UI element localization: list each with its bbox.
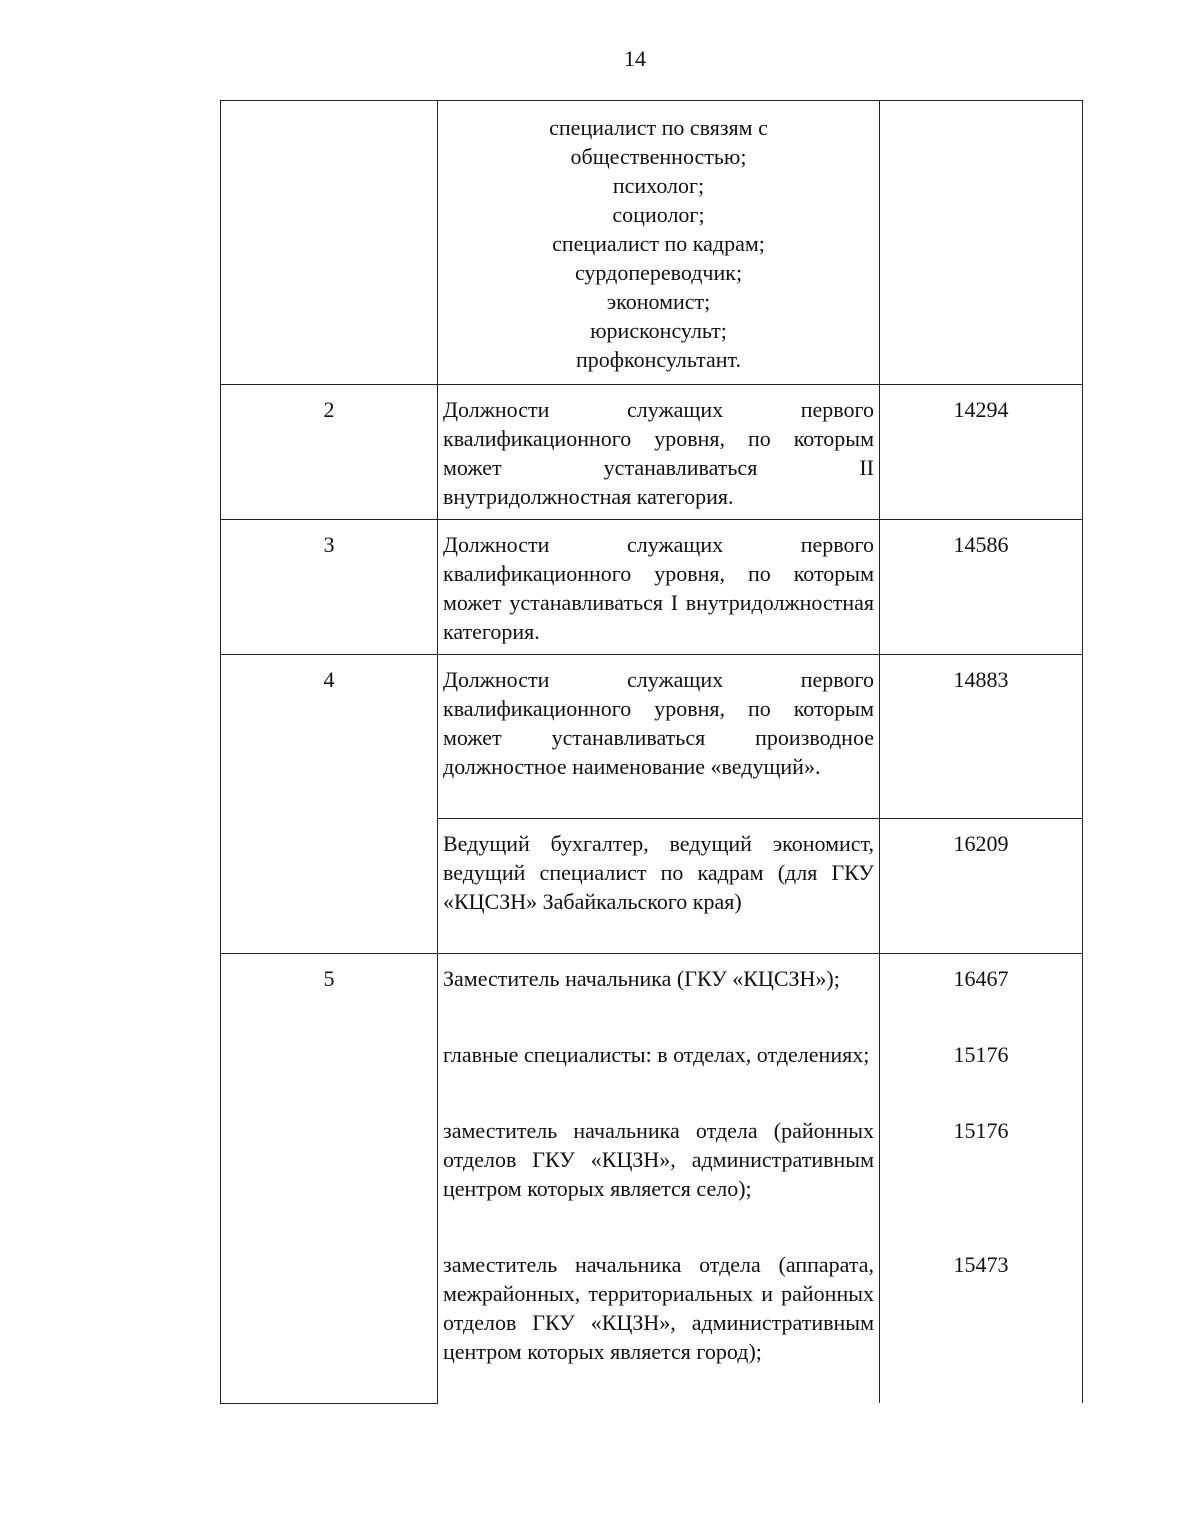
position-description: заместитель начальника отдела (аппарата, межрайонных, территориальных и районных отделов ГКУ «КЦЗН», административным центром которых является город); [443, 1252, 874, 1364]
position-item: общественностью; [570, 144, 747, 169]
position-item: социолог; [612, 202, 705, 227]
position-item: специалист по связям с [549, 115, 768, 140]
position-item: психолог; [612, 173, 705, 198]
salary-value: 14294 [880, 385, 1083, 520]
position-description: Заместитель начальника (ГКУ «КЦСЗН»); [443, 966, 840, 991]
number-cell [221, 101, 438, 385]
salary-value: 14586 [880, 520, 1083, 655]
table-row [221, 101, 1083, 385]
salary-cell [880, 101, 1083, 385]
position-description-group [438, 954, 880, 1404]
table-row [221, 655, 1083, 819]
salary-value: 14883 [880, 655, 1083, 819]
row-number: 5 [221, 954, 438, 1404]
position-description: Ведущий бухгалтер, ведущий экономист, ведущий специалист по кадрам (для ГКУ «КЦСЗН» Забайкальского края) [438, 819, 880, 954]
position-item: профконсультант. [576, 347, 741, 372]
position-description: заместитель начальника отдела (районных отделов ГКУ «КЦЗН», административным центром которых является село); [443, 1118, 874, 1201]
position-description: Должности служащих первого квалификационного уровня, по которым может устанавливаться производное должностное наименование «ведущий». [438, 655, 880, 819]
table-row [221, 954, 1083, 1404]
positions-list-cell [438, 101, 880, 385]
row-number: 3 [221, 520, 438, 655]
position-description: Должности служащих первого квалификационного уровня, по которым может устанавливаться I внутридолжностная категория. [438, 520, 880, 655]
salary-value: 15176 [953, 1042, 1009, 1067]
salary-value: 15473 [953, 1252, 1009, 1277]
position-item: экономист; [606, 289, 711, 314]
position-item: сурдопереводчик; [574, 260, 743, 285]
table-row [221, 520, 1083, 655]
page-number: 14 [624, 46, 646, 71]
position-description: главные специалисты: в отделах, отделениях; [443, 1042, 870, 1067]
salary-value: 16209 [880, 819, 1083, 954]
salary-value: 16467 [953, 966, 1009, 991]
row-number: 2 [221, 385, 438, 520]
table-row [221, 385, 1083, 520]
row-number: 4 [221, 655, 438, 954]
position-description: Должности служащих первого квалификационного уровня, по которым может устанавливаться II внутридолжностная категория. [438, 385, 880, 520]
salary-value: 15176 [953, 1118, 1009, 1143]
salary-group [880, 954, 1083, 1404]
position-item: юрисконсульт; [590, 318, 727, 343]
salary-table [220, 100, 1083, 1404]
position-item: специалист по кадрам; [552, 231, 765, 256]
